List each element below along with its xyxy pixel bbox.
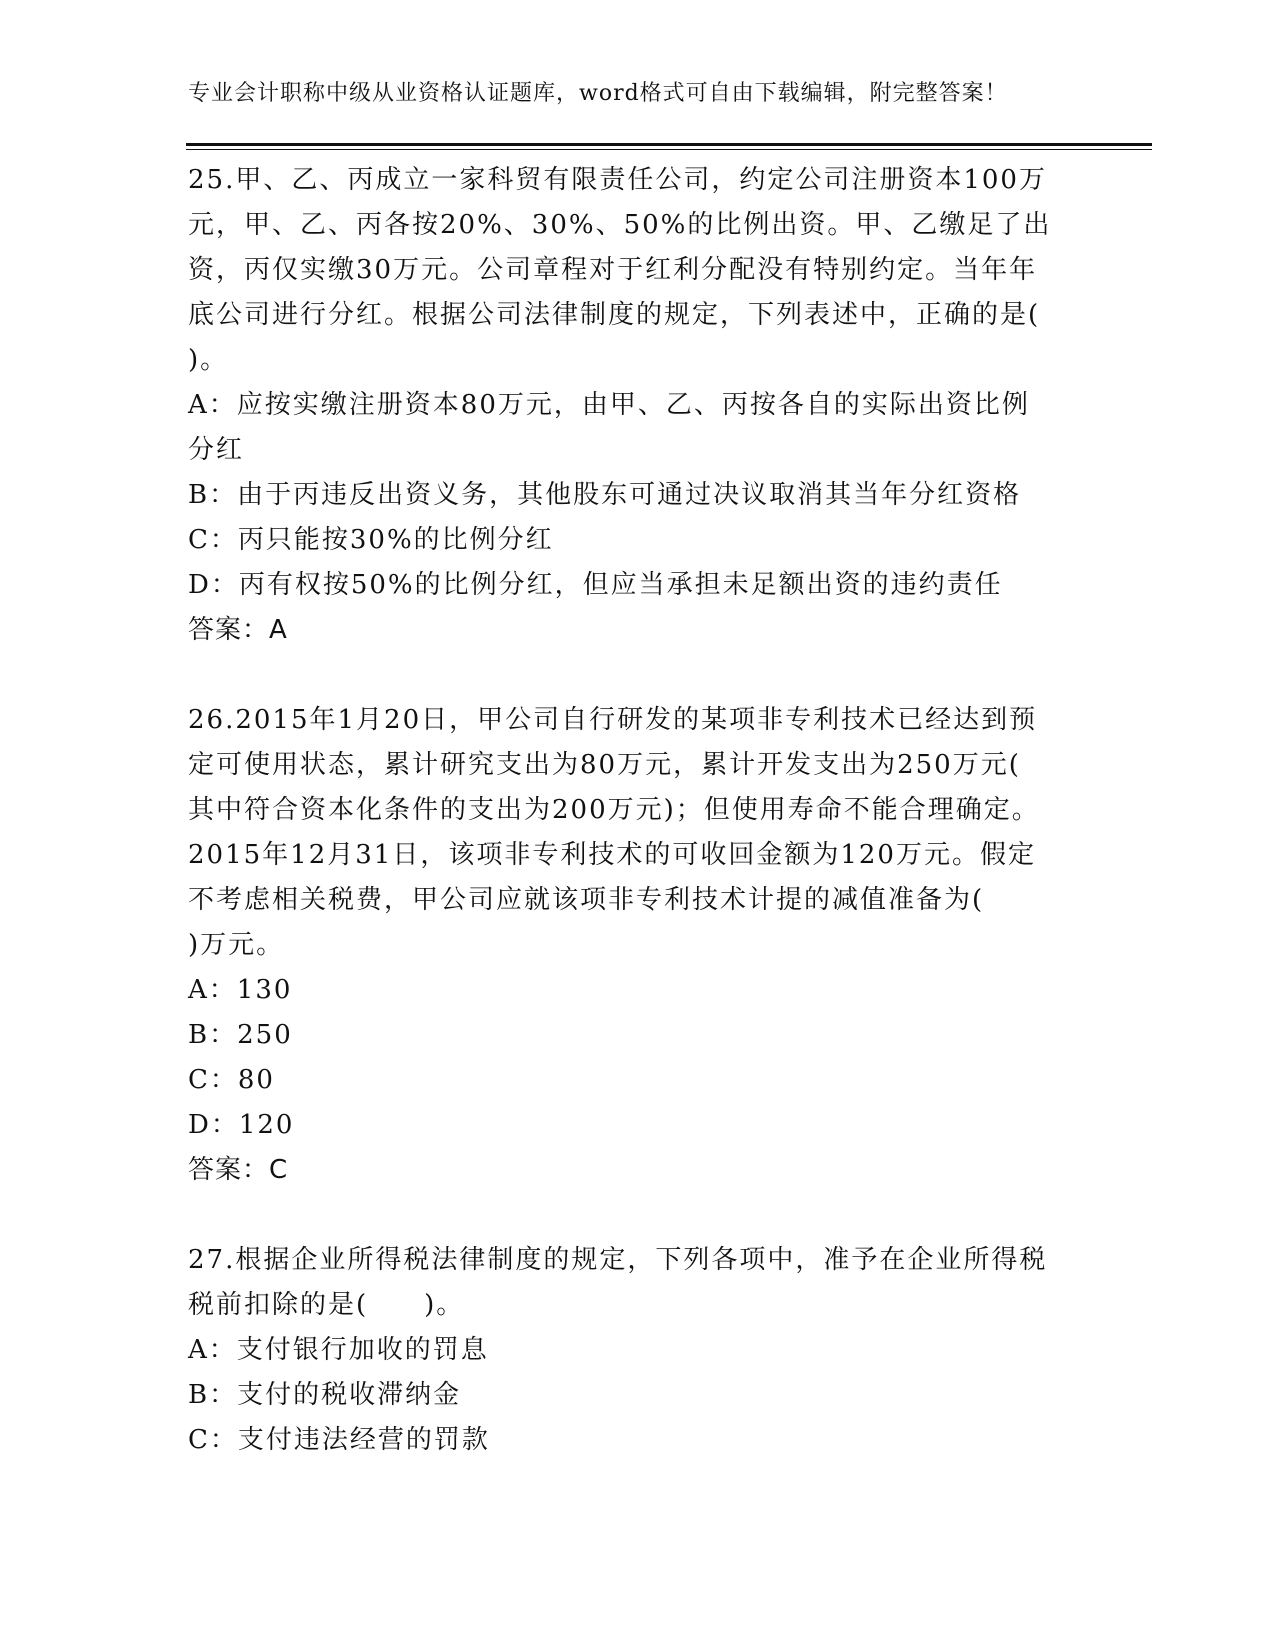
question-spacer (188, 1193, 1088, 1238)
question-25 (188, 158, 1088, 653)
question-27 (188, 1238, 1088, 1463)
question-stem (188, 698, 1088, 968)
stem-line: 定可使用状态，累计研究支出为80万元，累计开发支出为250万元( (188, 750, 1021, 780)
header-rule-thick (186, 143, 1152, 146)
answer: 答案：C (188, 1155, 289, 1185)
question-26 (188, 698, 1088, 1193)
stem-line: 不考虑相关税费，甲公司应就该项非专利技术计提的减值准备为( (188, 885, 985, 915)
question-stem (188, 158, 1088, 383)
option-b: B：支付的税收滞纳金 (188, 1380, 462, 1410)
option-c: C：丙只能按30%的比例分红 (188, 525, 554, 555)
option-b: B：250 (188, 1020, 293, 1050)
option-a: A：支付银行加收的罚息 (188, 1335, 489, 1365)
option-a: A：130 (188, 975, 293, 1005)
stem-line: )。 (188, 345, 229, 375)
option-d: D：丙有权按50%的比例分红，但应当承担未足额出资的违约责任 (188, 570, 1003, 600)
header-rule-thin (186, 149, 1152, 150)
stem-line: 26.2015年1月20日，甲公司自行研发的某项非专利技术已经达到预 (188, 705, 1038, 735)
option-b: B：由于丙违反出资义务，其他股东可通过决议取消其当年分红资格 (188, 480, 1022, 510)
question-list (188, 158, 1088, 1463)
stem-line: 资，丙仅实缴30万元。公司章程对于红利分配没有特别约定。当年年 (188, 255, 1038, 285)
option-c: C：80 (188, 1065, 275, 1095)
stem-line: 底公司进行分红。根据公司法律制度的规定，下列表述中，正确的是( (188, 300, 1041, 330)
option-c: C：支付违法经营的罚款 (188, 1425, 490, 1455)
page-header: 专业会计职称中级从业资格认证题库，word格式可自由下载编辑，附完整答案！ (188, 81, 1008, 106)
stem-line: 其中符合资本化条件的支出为200万元)；但使用寿命不能合理确定。 (188, 795, 1040, 825)
option-a: A：应按实缴注册资本80万元，由甲、乙、丙按各自的实际出资比例 (188, 390, 1030, 420)
stem-line: 27.根据企业所得税法律制度的规定，下列各项中，准予在企业所得税 (188, 1245, 1048, 1275)
stem-line: 25.甲、乙、丙成立一家科贸有限责任公司，约定公司注册资本100万 (188, 165, 1047, 195)
answer: 答案：A (188, 615, 288, 645)
option-d: D：120 (188, 1110, 295, 1140)
option-a-continued: 分红 (188, 435, 245, 465)
stem-line: )万元。 (188, 930, 285, 960)
stem-line: 2015年12月31日，该项非专利技术的可收回金额为120万元。假定 (188, 840, 1036, 870)
stem-line: 元，甲、乙、丙各按20%、30%、50%的比例出资。甲、乙缴足了出 (188, 210, 1052, 240)
question-spacer (188, 653, 1088, 698)
stem-line: 税前扣除的是( )。 (188, 1290, 465, 1320)
question-stem (188, 1238, 1088, 1328)
